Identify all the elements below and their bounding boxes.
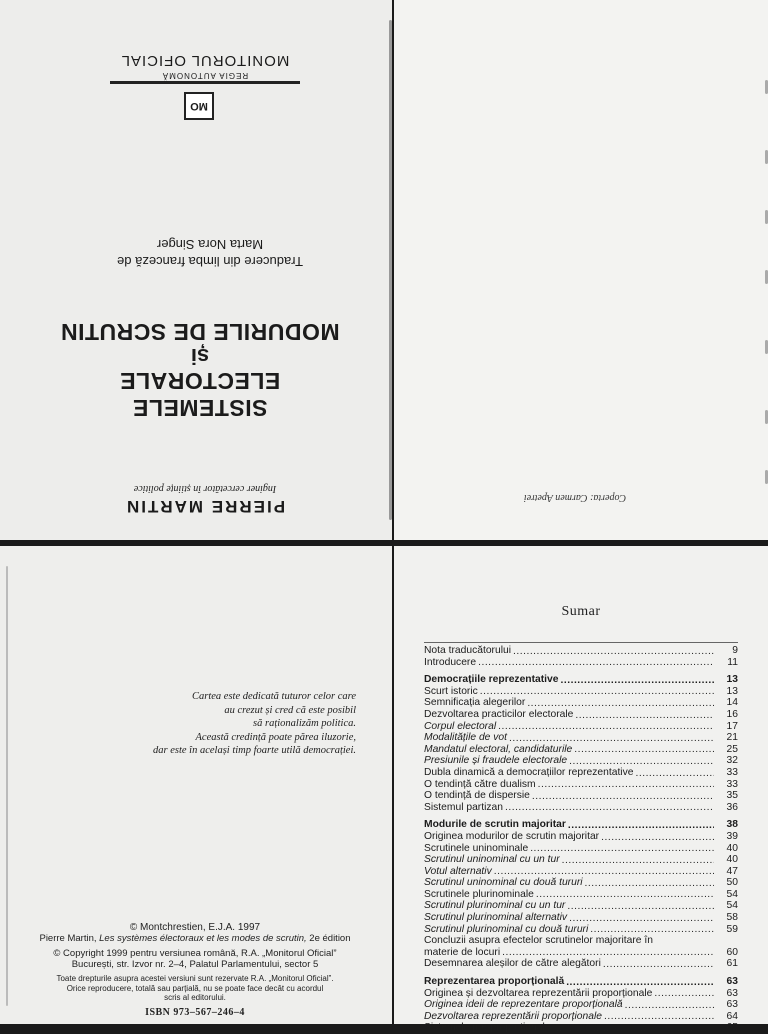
toc-leader-dots (553, 1023, 715, 1034)
inside-cover-page (394, 0, 768, 540)
toc-entry (424, 843, 738, 855)
cover-author-role: Inginer cercetător în științe politice (133, 483, 277, 494)
rights-line: Orice reproducere, totală sau parțială, nu se poate face decât cu acordul (66, 983, 324, 993)
toc-leader-dots (575, 710, 714, 721)
cover-title-block (50, 318, 350, 421)
toc-entry-title: O tendință de dispersie (424, 790, 530, 802)
toc-entry (424, 900, 738, 912)
toc-entry-title: Democrațiile reprezentative (424, 674, 559, 686)
toc-entry (424, 947, 738, 959)
cover-publisher-block (110, 52, 300, 84)
toc-entry-page: 61 (726, 958, 738, 970)
toc-leader-dots (590, 924, 714, 935)
toc-entry-page: 21 (726, 732, 738, 744)
toc-entry-page: 63 (726, 976, 738, 988)
toc-entry (424, 976, 738, 988)
copyright-original: © Montchrestien, E.J.A. 1997 (129, 922, 261, 933)
toc-entry (424, 877, 738, 889)
toc-leader-dots (603, 959, 714, 970)
toc-leader-dots (654, 988, 714, 999)
toc-leader-dots (538, 779, 714, 790)
original-edition (10, 933, 380, 944)
toc-leader-dots (568, 820, 714, 831)
toc-entry-title: Dubla dinamică a democrațiilor reprezentative (424, 766, 634, 778)
toc-entry (424, 721, 738, 733)
toc-leader-dots (569, 913, 714, 924)
toc-entry-title: Originea modurilor de scrutin majoritar (424, 830, 600, 842)
dedication-line: Cartea este dedicată tuturor celor care (192, 691, 356, 702)
binding-edge (389, 20, 392, 520)
toc-entry-page: 64 (726, 1010, 738, 1022)
toc-leader-dots (569, 756, 714, 767)
toc-leader-dots (480, 686, 714, 697)
toc-leader-dots (494, 866, 714, 877)
rights-line: Toate drepturile asupra acestei versiuni sunt rezervate R.A. „Monitorul Oficial”. (56, 974, 334, 983)
toc-entry-title: Scrutinul plurinominal alternativ (424, 912, 568, 924)
toc-entry-title: Originea și dezvoltarea reprezentării proporționale (424, 987, 653, 999)
copyright-romanian (10, 948, 380, 970)
binding-edge (6, 566, 8, 1006)
toc-entry-page: 40 (726, 842, 738, 854)
toc-entry (424, 674, 738, 686)
toc-entry (424, 657, 738, 669)
toc-entry-page: 65 (726, 1022, 738, 1034)
original-author: Pierre Martin, (39, 933, 97, 944)
toc-entry (424, 912, 738, 924)
toc-leader-dots (567, 901, 714, 912)
dedication (120, 690, 356, 758)
toc-entry (424, 790, 738, 802)
copyright-block (10, 922, 380, 1018)
toc-leader-dots (513, 646, 714, 657)
toc-entry-title: Mandatul electoral, candidaturile (424, 743, 573, 755)
cover-title-line2: și (190, 344, 210, 369)
toc-entry-title: Presiunile și fraudele electorale (424, 755, 568, 767)
toc-entry-page: 54 (726, 900, 738, 912)
toc-entry (424, 866, 738, 878)
toc-leader-dots (604, 1011, 714, 1022)
toc-entry (424, 1011, 738, 1023)
dedication-line: Această credință poate părea iluzorie, (195, 731, 356, 743)
toc-entry (424, 889, 738, 901)
cover-title-line3: MODURILE DE SCRUTIN (60, 319, 340, 345)
toc-leader-dots (527, 698, 714, 709)
toc-leader-dots (625, 1000, 714, 1011)
toc-entry-title: Votul alternativ (424, 865, 492, 877)
dedication-line: să raționalizăm politica. (253, 718, 356, 729)
toc-entry-title: Desemnarea aleșilor de către alegători (424, 958, 601, 970)
toc-entry-page: 32 (726, 755, 738, 767)
toc-entry (424, 935, 738, 947)
cover-title-line1: SISTEMELE ELECTORALE (119, 368, 281, 421)
toc-entry-page: 40 (726, 854, 738, 866)
toc-entry-page: 38 (726, 819, 738, 831)
toc-leader-dots (561, 675, 715, 686)
toc-entry-title: Dezvoltarea reprezentării proporționale (424, 1010, 603, 1022)
toc-entry-title: Modurile de scrutin majoritar (424, 819, 566, 831)
toc-entry-title: Scrutinul plurinominal cu două tururi (424, 923, 589, 935)
toc-entry (424, 819, 738, 831)
toc-entry (424, 697, 738, 709)
toc-entry-page: 63 (726, 999, 738, 1011)
toc-entry-title: Originea ideii de reprezentare proporțională (424, 999, 623, 1011)
toc-leader-dots (502, 947, 714, 958)
toc-leader-dots (585, 878, 714, 889)
toc-entry-page: 33 (726, 766, 738, 778)
toc-entry-page: 59 (726, 923, 738, 935)
table-of-contents (424, 642, 738, 1034)
toc-entry-page: 60 (726, 946, 738, 958)
toc-entry-title: Nota traducătorului (424, 645, 512, 656)
toc-entry-page: 33 (726, 778, 738, 790)
cover-translation-block (90, 236, 330, 270)
toc-entry-page: 14 (726, 697, 738, 709)
toc-leader-dots (566, 977, 714, 988)
toc-entry-title: Scrutinul uninominal cu un tur (424, 854, 560, 866)
toc-entry-title: O tendință către dualism (424, 778, 536, 790)
toc-entry (424, 802, 738, 814)
toc-entry-title: materie de locuri (424, 946, 501, 958)
toc-entry (424, 744, 738, 756)
toc-leader-dots (574, 744, 714, 755)
toc-entry-page: 9 (732, 645, 738, 656)
cover-translation-line1: Traducere din limba franceză de (117, 254, 303, 269)
toc-leader-dots (601, 832, 714, 843)
publisher-address: București, str. Izvor nr. 2–4, Palatul Parlamentului, sector 5 (71, 959, 319, 970)
toc-entry-page: 16 (726, 708, 738, 720)
copyright-romanian-line: © Copyright 1999 pentru versiunea română, R.A. „Monitorul Oficial” (53, 948, 337, 959)
toc-title: Sumar (561, 604, 601, 619)
toc-entry (424, 709, 738, 721)
toc-entry-title: Introducere (424, 656, 477, 668)
original-edition-number: 2e édition (309, 933, 351, 944)
toc-entry-title: Corpul electoral (424, 720, 497, 732)
toc-entry-page: 39 (726, 830, 738, 842)
dedication-line: au crezut și cred că este posibil (224, 704, 356, 716)
toc-entry (424, 999, 738, 1011)
toc-entry (424, 732, 738, 744)
toc-leader-dots (509, 733, 714, 744)
toc-entry (424, 924, 738, 936)
toc-entry (424, 686, 738, 698)
toc-entry-title: Scrutinele uninominale (424, 842, 529, 854)
toc-entry-page: 54 (726, 888, 738, 900)
toc-leader-dots (505, 802, 714, 813)
cover-publisher-top: REGIA AUTONOMĂ (110, 71, 300, 84)
cover-translator: Marta Nora Singer (156, 237, 264, 252)
toc-entry (424, 958, 738, 970)
toc-leader-dots (530, 843, 714, 854)
toc-entry (424, 642, 738, 657)
toc-entry (424, 1022, 738, 1034)
toc-entry-title: Semnificația alegerilor (424, 697, 526, 709)
toc-entry-title: Sistemele pre-proporționale (424, 1022, 551, 1034)
toc-leader-dots (498, 721, 714, 732)
toc-entry-title: Modalitățile de vot (424, 732, 507, 744)
toc-entry (424, 767, 738, 779)
toc-entry-page: 13 (726, 685, 738, 697)
toc-entry-title: Scurt istoric (424, 685, 478, 697)
rights-notice (10, 974, 380, 1003)
toc-leader-dots (536, 889, 714, 900)
toc-entry-title: Scrutinul plurinominal cu un tur (424, 900, 566, 912)
toc-leader-dots (562, 855, 714, 866)
toc-entry-page: 36 (726, 801, 738, 813)
toc-entry-title: Reprezentarea proporțională (424, 976, 565, 988)
toc-entry-page: 63 (726, 987, 738, 999)
toc-leader-dots (635, 768, 714, 779)
toc-entry-title: Scrutinul uninominal cu două tururi (424, 877, 583, 889)
cover-author-block (60, 483, 350, 516)
original-title: Les systèmes électoraux et les modes de scrutin, (99, 933, 307, 944)
toc-entry-page: 58 (726, 912, 738, 924)
rights-line: scris al editorului. (164, 993, 226, 1002)
toc-entry-page: 47 (726, 865, 738, 877)
toc-entry-page: 35 (726, 790, 738, 802)
toc-entry (424, 831, 738, 843)
dedication-line: dar este în același timp foarte utilă democrației. (153, 745, 356, 756)
toc-entry (424, 755, 738, 767)
toc-entry (424, 854, 738, 866)
toc-entry (424, 988, 738, 1000)
toc-entry (424, 779, 738, 791)
toc-entry-page: 17 (726, 720, 738, 732)
toc-entry-title: Concluzii asupra efectelor scrutinelor majoritare în (424, 935, 653, 947)
toc-leader-dots (478, 657, 714, 668)
toc-entry-page: 25 (726, 743, 738, 755)
toc-leader-dots (532, 791, 714, 802)
cover-publisher-name: MONITORUL OFICIAL (120, 52, 290, 69)
toc-entry-page: 13 (726, 674, 738, 686)
toc-entry-page: 50 (726, 877, 738, 889)
toc-entry-title: Sistemul partizan (424, 801, 503, 813)
publisher-logo-icon: MO (184, 92, 214, 120)
cover-designer: Coperta: Carmen Apetrei (523, 492, 627, 503)
toc-entry-page: 11 (727, 656, 738, 668)
toc-entry-title: Dezvoltarea practicilor electorale (424, 708, 574, 720)
toc-entry-title: Scrutinele plurinominale (424, 888, 534, 900)
isbn: ISBN 973–567–246–4 (145, 1006, 245, 1018)
cover-author: PIERRE MARTIN (124, 497, 286, 516)
